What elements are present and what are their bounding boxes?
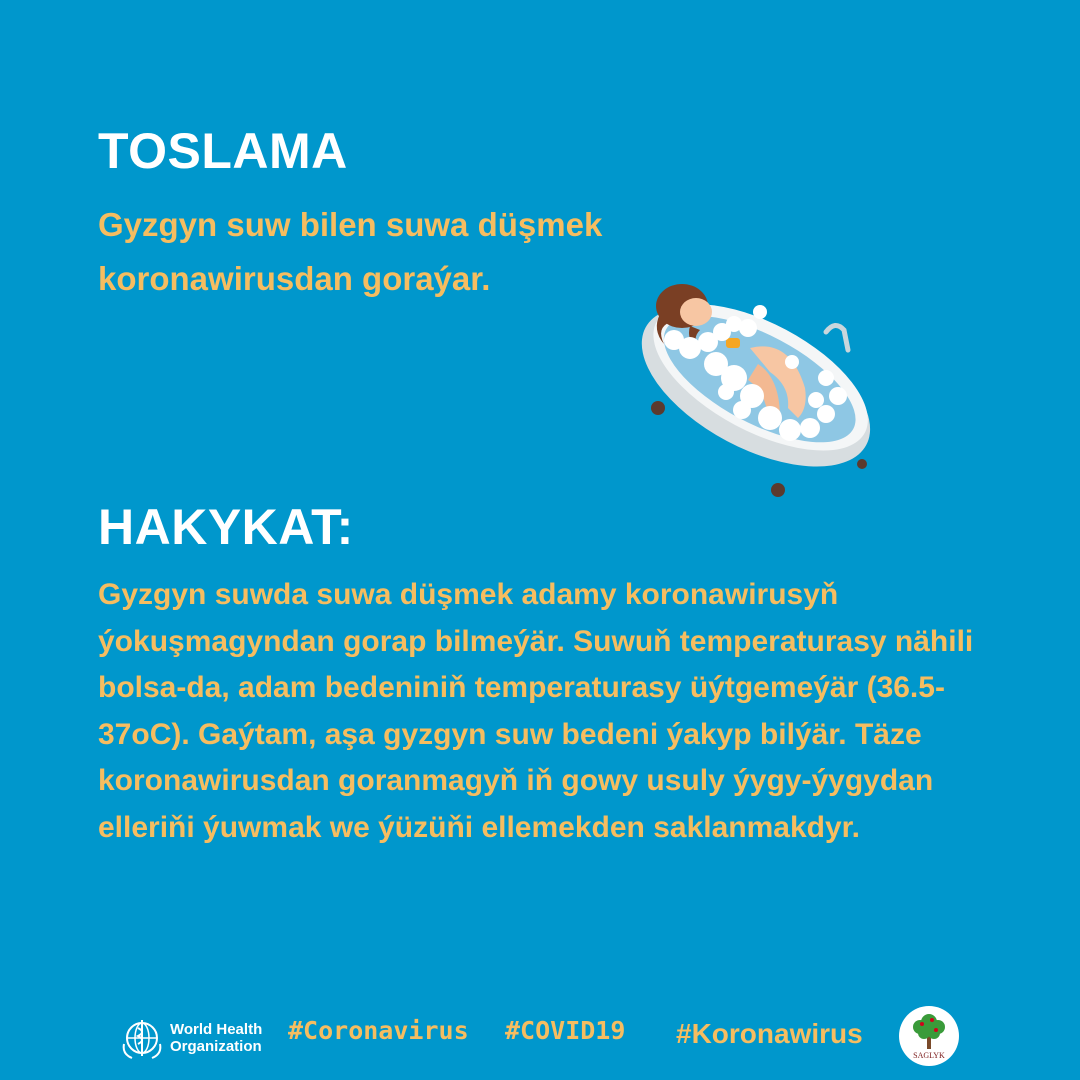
myth-text: Gyzgyn suw bilen suwa düşmek koronawirusdan goraýar. xyxy=(98,206,603,297)
saglyk-label: SAGLYK xyxy=(913,1051,945,1060)
hashtag-coronavirus: #Coronavirus xyxy=(288,1016,469,1045)
fact-text: Gyzgyn suwda suwa düşmek adamy koronawirusyň ýokuşmagyndan gorap bilmeýär. Suwuň temperaturasy nähili bolsa-da, adam bedeniniň temperaturasy üýtgemeýär (36.5-37oC). Gaýtam, aşa gyzgyn suw bedeni ýakyp bilýär. Täze koronawirusdan goranmagyň iň gowy usuly ýygy-ýygydan elleriňi ýuwmak we ýüzüňi ellemekden saklanmakdyr. xyxy=(98,578,974,844)
saglyk-logo-icon xyxy=(898,1005,960,1067)
myth-title: TOSLAMA xyxy=(98,123,348,179)
hashtag-koronawirus: #Koronawirus xyxy=(676,1018,863,1049)
who-line2: Organization xyxy=(170,1038,262,1055)
hashtag-covid19: #COVID19 xyxy=(505,1016,626,1045)
who-wordmark xyxy=(170,1021,262,1055)
who-emblem-icon xyxy=(118,1014,166,1062)
bathtub-illustration xyxy=(630,268,880,508)
fact-title: HAKYKAT: xyxy=(98,499,354,555)
who-line1: World Health xyxy=(170,1021,263,1038)
footer xyxy=(0,1000,1080,1080)
